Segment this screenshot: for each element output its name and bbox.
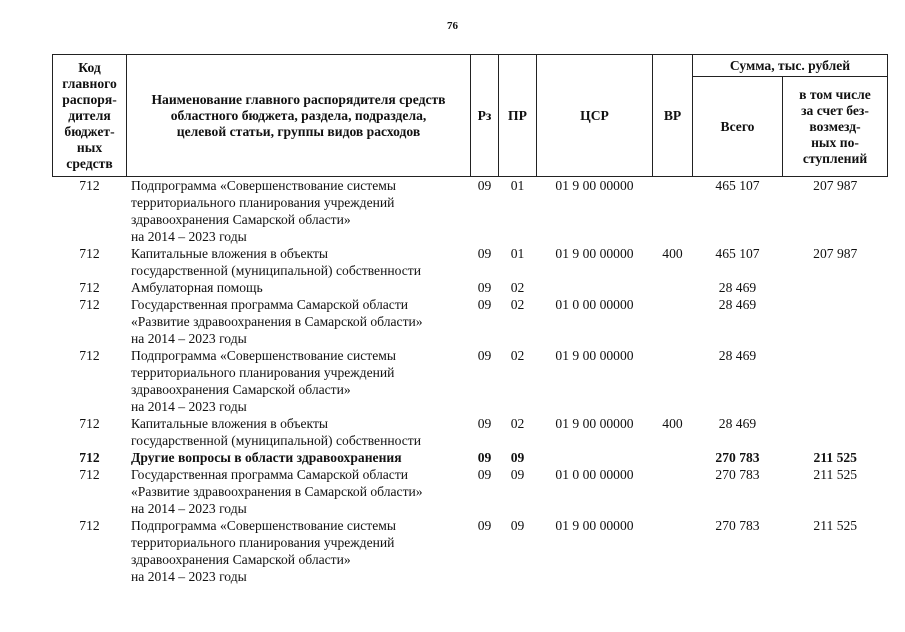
cell-incl: 211 525 [813,518,858,533]
cell-code: 712 [79,467,100,482]
cell-name-line: Подпрограмма «Совершенствование системы [131,518,396,533]
cell-name [127,177,471,246]
cell-total: 465 107 [715,246,760,261]
cell-name-line: на 2014 – 2023 годы [131,331,247,346]
cell-rz: 09 [477,450,492,465]
cell-vr: 400 [662,416,683,431]
cell-incl: 211 525 [813,450,857,465]
header-sum: Сумма, тыс. рублей [693,55,888,77]
cell-code: 712 [79,518,100,533]
cell-csr: 01 9 00 00000 [555,246,634,261]
cell-total: 28 469 [718,280,757,295]
cell-rz: 09 [477,348,492,363]
cell-pr: 09 [510,518,525,533]
table-row [53,449,888,466]
cell-rz: 09 [477,297,492,312]
budget-table [52,54,888,585]
cell-code: 712 [79,297,100,312]
cell-pr: 02 [510,297,525,312]
cell-name-line: на 2014 – 2023 годы [131,229,247,244]
cell-pr: 09 [510,467,525,482]
cell-csr [537,449,653,466]
table-row [53,517,888,585]
cell-incl: 211 525 [813,467,858,482]
table-row [53,279,888,296]
cell-rz: 09 [477,416,492,431]
header-pr: ПР [499,55,537,177]
cell-name-line: Другие вопросы в области здравоохранения [131,450,402,465]
cell-total: 28 469 [718,416,757,431]
cell-name-line: Капитальные вложения в объекты [131,246,329,261]
cell-csr: 01 9 00 00000 [555,518,634,533]
cell-name [127,517,471,585]
cell-code: 712 [79,178,100,193]
cell-incl [783,296,888,347]
cell-total: 270 783 [715,518,760,533]
cell-name-line: территориального планирования учреждений [131,365,395,380]
cell-rz: 09 [477,467,492,482]
cell-name-line: на 2014 – 2023 годы [131,399,247,414]
header-total: Всего [693,77,783,177]
header-code: Код главного распоря- дителя бюджет- ных средств [53,55,127,177]
cell-name [127,449,471,466]
cell-incl: 207 987 [813,178,858,193]
cell-incl [783,279,888,296]
header-name: Наименование главного распорядителя средств областного бюджета, раздела, подраздела, целевой статьи, группы видов расходов [127,55,471,177]
cell-name-line: здравоохранения Самарской области» [131,382,351,397]
cell-name [127,245,471,279]
cell-name-line: Подпрограмма «Совершенствование системы [131,178,396,193]
cell-name-line: на 2014 – 2023 годы [131,501,247,516]
cell-name-line: здравоохранения Самарской области» [131,212,351,227]
page-number: 76 [447,20,458,32]
header-vr: ВР [653,55,693,177]
cell-name [127,415,471,449]
cell-pr: 01 [510,178,525,193]
cell-name-line: Капитальные вложения в объекты [131,416,329,431]
table-row [53,296,888,347]
cell-name-line: Амбулаторная помощь [131,280,263,295]
cell-csr: 01 0 00 00000 [555,467,634,482]
table-row [53,415,888,449]
cell-csr [537,279,653,296]
cell-pr: 02 [510,280,525,295]
cell-incl: 207 987 [813,246,858,261]
cell-pr: 09 [510,450,525,465]
cell-pr: 02 [510,348,525,363]
cell-pr: 02 [510,416,525,431]
cell-vr [653,466,693,517]
cell-vr [653,517,693,585]
table-header [53,55,888,177]
cell-code: 712 [79,348,100,363]
table-row [53,245,888,279]
table-row [53,466,888,517]
table-body [53,177,888,586]
cell-csr: 01 0 00 00000 [555,297,634,312]
cell-rz: 09 [477,178,492,193]
cell-vr [653,449,693,466]
cell-name [127,347,471,415]
cell-rz: 09 [477,518,492,533]
cell-vr [653,296,693,347]
header-csr: ЦСР [537,55,653,177]
cell-total: 28 469 [718,297,757,312]
table-row [53,177,888,246]
cell-vr [653,177,693,246]
cell-name-line: здравоохранения Самарской области» [131,552,351,567]
cell-rz: 09 [477,246,492,261]
cell-name-line: территориального планирования учреждений [131,195,395,210]
cell-incl [783,347,888,415]
cell-name-line: «Развитие здравоохранения в Самарской области» [131,484,423,499]
header-rz: Рз [471,55,499,177]
cell-code: 712 [79,280,100,295]
cell-code: 712 [79,246,100,261]
cell-total: 28 469 [718,348,757,363]
cell-pr: 01 [510,246,525,261]
cell-vr [653,347,693,415]
cell-name-line: Государственная программа Самарской области [131,467,409,482]
cell-name [127,466,471,517]
cell-csr: 01 9 00 00000 [555,416,634,431]
cell-name-line: Государственная программа Самарской области [131,297,409,312]
cell-code: 712 [79,450,100,465]
table-row [53,347,888,415]
cell-csr: 01 9 00 00000 [555,348,634,363]
cell-name-line: государственной (муниципальной) собственности [131,433,422,448]
cell-total: 465 107 [715,178,760,193]
cell-name-line: Подпрограмма «Совершенствование системы [131,348,396,363]
cell-name-line: на 2014 – 2023 годы [131,569,247,584]
cell-name-line: государственной (муниципальной) собственности [131,263,422,278]
cell-total: 270 783 [715,467,760,482]
header-incl: в том числе за счет без- возмезд- ных по- ступлений [783,77,888,177]
cell-rz: 09 [477,280,492,295]
cell-vr [653,279,693,296]
cell-vr: 400 [662,246,683,261]
cell-name-line: «Развитие здравоохранения в Самарской области» [131,314,423,329]
cell-incl [783,415,888,449]
cell-code: 712 [79,416,100,431]
cell-csr: 01 9 00 00000 [555,178,634,193]
cell-name-line: территориального планирования учреждений [131,535,395,550]
cell-name [127,296,471,347]
cell-total: 270 783 [715,450,760,465]
cell-name [127,279,471,296]
